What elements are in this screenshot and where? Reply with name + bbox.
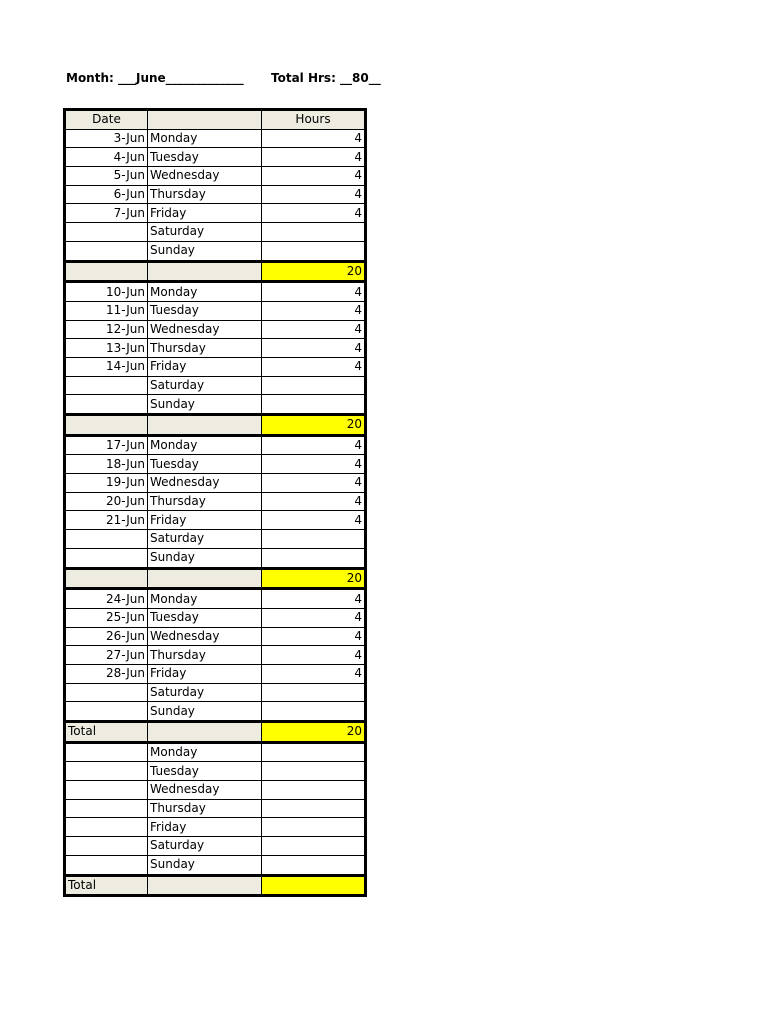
hours-cell bbox=[262, 530, 366, 549]
table-row bbox=[65, 376, 366, 395]
hours-cell bbox=[262, 223, 366, 242]
table-row bbox=[65, 530, 366, 549]
date-cell: 17-Jun bbox=[65, 435, 148, 455]
hours-cell: 4 bbox=[262, 148, 366, 167]
hours-cell: 4 bbox=[262, 492, 366, 511]
table-row bbox=[65, 589, 366, 609]
date-cell: 7-Jun bbox=[65, 204, 148, 223]
hours-cell: 4 bbox=[262, 339, 366, 358]
column-header-hours: Hours bbox=[262, 110, 366, 130]
table-row bbox=[65, 511, 366, 530]
subtotal-hours: 20 bbox=[262, 568, 366, 589]
subtotal-label bbox=[65, 568, 148, 589]
day-cell: Monday bbox=[148, 282, 262, 302]
date-cell: 14-Jun bbox=[65, 357, 148, 376]
subtotal-hours bbox=[262, 875, 366, 896]
date-cell bbox=[65, 818, 148, 837]
table-header-row bbox=[65, 110, 366, 130]
date-cell: 3-Jun bbox=[65, 129, 148, 148]
table-row bbox=[65, 435, 366, 455]
hours-cell: 4 bbox=[262, 608, 366, 627]
table-row bbox=[65, 320, 366, 339]
table-row bbox=[65, 395, 366, 415]
hours-cell: 4 bbox=[262, 664, 366, 683]
subtotal-row bbox=[65, 722, 366, 743]
subtotal-label bbox=[65, 415, 148, 436]
hours-cell: 4 bbox=[262, 167, 366, 186]
date-cell: 12-Jun bbox=[65, 320, 148, 339]
table-row bbox=[65, 241, 366, 261]
table-row bbox=[65, 339, 366, 358]
hours-cell: 4 bbox=[262, 646, 366, 665]
month-field: Month: ___June_____________ bbox=[66, 71, 244, 85]
hours-cell: 4 bbox=[262, 511, 366, 530]
day-cell: Thursday bbox=[148, 339, 262, 358]
hours-cell bbox=[262, 683, 366, 702]
day-cell: Tuesday bbox=[148, 301, 262, 320]
date-cell: 5-Jun bbox=[65, 167, 148, 186]
subtotal-label bbox=[65, 261, 148, 282]
subtotal-row bbox=[65, 261, 366, 282]
table-row bbox=[65, 185, 366, 204]
day-cell: Monday bbox=[148, 742, 262, 762]
table-row bbox=[65, 357, 366, 376]
day-cell: Saturday bbox=[148, 530, 262, 549]
hours-cell: 4 bbox=[262, 301, 366, 320]
day-cell: Wednesday bbox=[148, 167, 262, 186]
date-cell: 19-Jun bbox=[65, 474, 148, 493]
hours-cell: 4 bbox=[262, 282, 366, 302]
date-cell: 11-Jun bbox=[65, 301, 148, 320]
table-row bbox=[65, 223, 366, 242]
hours-cell: 4 bbox=[262, 589, 366, 609]
day-cell: Tuesday bbox=[148, 148, 262, 167]
subtotal-empty-cell bbox=[148, 568, 262, 589]
table-row bbox=[65, 492, 366, 511]
date-cell bbox=[65, 376, 148, 395]
subtotal-row bbox=[65, 415, 366, 436]
table-row bbox=[65, 702, 366, 722]
date-cell bbox=[65, 702, 148, 722]
date-cell bbox=[65, 799, 148, 818]
day-cell: Friday bbox=[148, 818, 262, 837]
date-cell bbox=[65, 395, 148, 415]
day-cell: Friday bbox=[148, 511, 262, 530]
day-cell: Friday bbox=[148, 664, 262, 683]
subtotal-empty-cell bbox=[148, 722, 262, 743]
hours-cell: 4 bbox=[262, 357, 366, 376]
table-row bbox=[65, 683, 366, 702]
day-cell: Wednesday bbox=[148, 320, 262, 339]
subtotal-empty-cell bbox=[148, 415, 262, 436]
column-header-day bbox=[148, 110, 262, 130]
day-cell: Sunday bbox=[148, 702, 262, 722]
hours-cell: 4 bbox=[262, 435, 366, 455]
table-row bbox=[65, 548, 366, 568]
day-cell: Monday bbox=[148, 435, 262, 455]
hours-cell bbox=[262, 837, 366, 856]
date-cell bbox=[65, 241, 148, 261]
date-cell bbox=[65, 530, 148, 549]
day-cell: Sunday bbox=[148, 395, 262, 415]
date-cell bbox=[65, 781, 148, 800]
day-cell: Monday bbox=[148, 589, 262, 609]
date-cell: 4-Jun bbox=[65, 148, 148, 167]
subtotal-row bbox=[65, 875, 366, 896]
day-cell: Thursday bbox=[148, 799, 262, 818]
total-hours-field: Total Hrs: __80__ bbox=[271, 71, 381, 85]
date-cell: 24-Jun bbox=[65, 589, 148, 609]
subtotal-row bbox=[65, 568, 366, 589]
hours-cell bbox=[262, 762, 366, 781]
day-cell: Tuesday bbox=[148, 608, 262, 627]
date-cell: 18-Jun bbox=[65, 455, 148, 474]
hours-cell: 4 bbox=[262, 474, 366, 493]
date-cell: 13-Jun bbox=[65, 339, 148, 358]
day-cell: Wednesday bbox=[148, 627, 262, 646]
hours-cell bbox=[262, 702, 366, 722]
day-cell: Thursday bbox=[148, 492, 262, 511]
hours-cell bbox=[262, 781, 366, 800]
subtotal-hours: 20 bbox=[262, 415, 366, 436]
table-row bbox=[65, 301, 366, 320]
subtotal-label: Total bbox=[65, 722, 148, 743]
hours-cell: 4 bbox=[262, 185, 366, 204]
hours-cell: 4 bbox=[262, 455, 366, 474]
date-cell: 26-Jun bbox=[65, 627, 148, 646]
date-cell: 10-Jun bbox=[65, 282, 148, 302]
table-row bbox=[65, 664, 366, 683]
day-cell: Sunday bbox=[148, 855, 262, 875]
table-row bbox=[65, 762, 366, 781]
date-cell bbox=[65, 762, 148, 781]
table-row bbox=[65, 282, 366, 302]
table-row bbox=[65, 148, 366, 167]
date-cell bbox=[65, 855, 148, 875]
day-cell: Sunday bbox=[148, 241, 262, 261]
subtotal-empty-cell bbox=[148, 261, 262, 282]
table-row bbox=[65, 781, 366, 800]
day-cell: Tuesday bbox=[148, 455, 262, 474]
table-row bbox=[65, 837, 366, 856]
date-cell bbox=[65, 223, 148, 242]
day-cell: Wednesday bbox=[148, 781, 262, 800]
table-row bbox=[65, 204, 366, 223]
day-cell: Friday bbox=[148, 204, 262, 223]
date-cell bbox=[65, 683, 148, 702]
hours-cell bbox=[262, 799, 366, 818]
date-cell: 28-Jun bbox=[65, 664, 148, 683]
table-row bbox=[65, 627, 366, 646]
day-cell: Tuesday bbox=[148, 762, 262, 781]
table-row bbox=[65, 455, 366, 474]
table-row bbox=[65, 855, 366, 875]
hours-cell bbox=[262, 818, 366, 837]
day-cell: Sunday bbox=[148, 548, 262, 568]
day-cell: Saturday bbox=[148, 223, 262, 242]
column-header-date: Date bbox=[65, 110, 148, 130]
subtotal-empty-cell bbox=[148, 875, 262, 896]
table-row bbox=[65, 474, 366, 493]
day-cell: Thursday bbox=[148, 185, 262, 204]
day-cell: Monday bbox=[148, 129, 262, 148]
date-cell: 27-Jun bbox=[65, 646, 148, 665]
day-cell: Saturday bbox=[148, 683, 262, 702]
hours-cell bbox=[262, 241, 366, 261]
date-cell bbox=[65, 548, 148, 568]
table-row bbox=[65, 742, 366, 762]
date-cell: 25-Jun bbox=[65, 608, 148, 627]
day-cell: Friday bbox=[148, 357, 262, 376]
day-cell: Saturday bbox=[148, 837, 262, 856]
hours-cell bbox=[262, 742, 366, 762]
hours-cell bbox=[262, 855, 366, 875]
date-cell bbox=[65, 742, 148, 762]
subtotal-hours: 20 bbox=[262, 261, 366, 282]
table-row bbox=[65, 646, 366, 665]
subtotal-label: Total bbox=[65, 875, 148, 896]
hours-cell: 4 bbox=[262, 129, 366, 148]
date-cell bbox=[65, 837, 148, 856]
table-row bbox=[65, 799, 366, 818]
hours-cell: 4 bbox=[262, 320, 366, 339]
hours-cell: 4 bbox=[262, 627, 366, 646]
table-row bbox=[65, 129, 366, 148]
table-row bbox=[65, 818, 366, 837]
timesheet-table bbox=[63, 108, 367, 897]
day-cell: Saturday bbox=[148, 376, 262, 395]
table-row bbox=[65, 608, 366, 627]
hours-cell bbox=[262, 548, 366, 568]
hours-cell bbox=[262, 395, 366, 415]
date-cell: 21-Jun bbox=[65, 511, 148, 530]
date-cell: 20-Jun bbox=[65, 492, 148, 511]
day-cell: Thursday bbox=[148, 646, 262, 665]
hours-cell bbox=[262, 376, 366, 395]
day-cell: Wednesday bbox=[148, 474, 262, 493]
table-row bbox=[65, 167, 366, 186]
hours-cell: 4 bbox=[262, 204, 366, 223]
date-cell: 6-Jun bbox=[65, 185, 148, 204]
subtotal-hours: 20 bbox=[262, 722, 366, 743]
